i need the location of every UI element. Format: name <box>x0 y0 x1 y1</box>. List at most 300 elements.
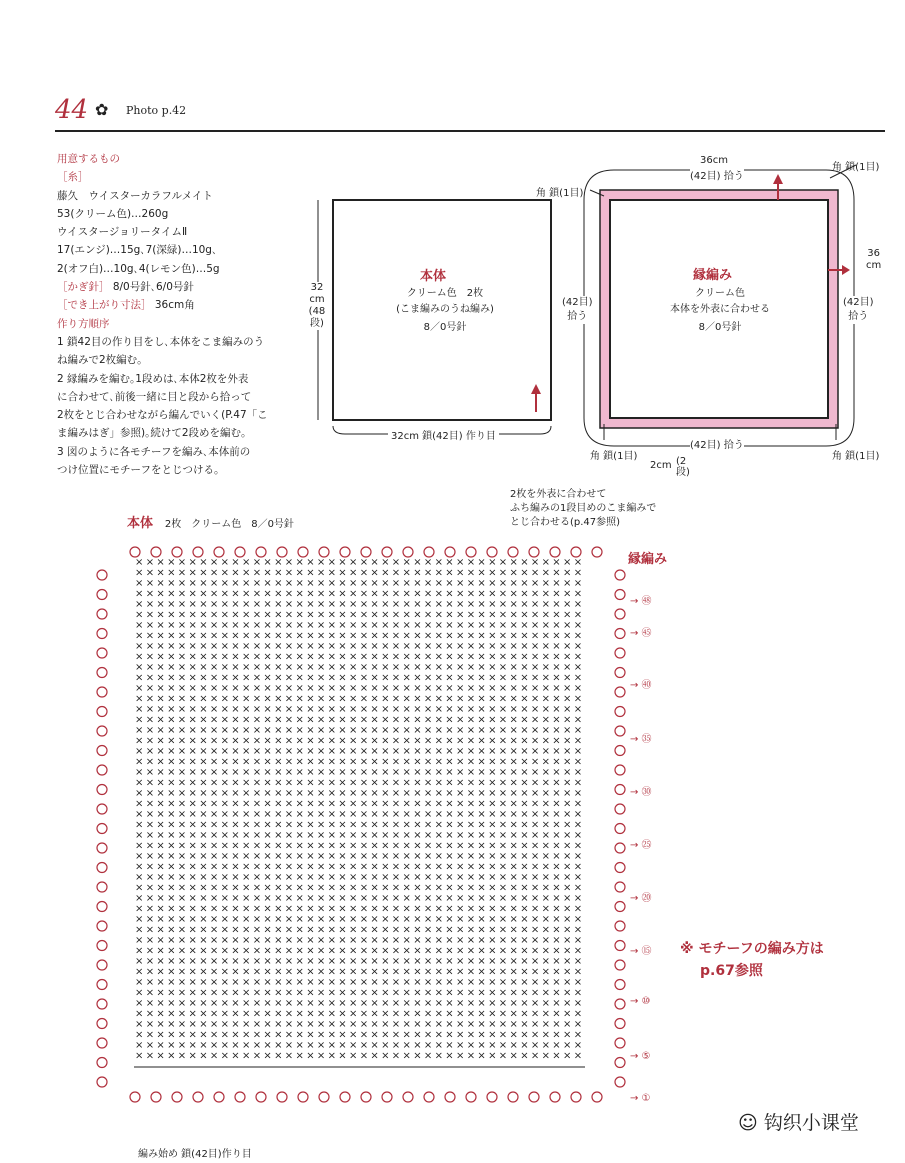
stitch-mark: × <box>391 704 401 715</box>
stitch-mark: × <box>145 767 155 778</box>
stitch-mark: × <box>413 704 422 715</box>
stitch-mark: × <box>552 683 561 694</box>
stitch-mark: × <box>231 567 240 579</box>
stitch-mark: × <box>156 945 165 957</box>
stitch-mark: × <box>242 861 251 873</box>
stitch-mark: × <box>327 1008 336 1020</box>
stitch-mark: × <box>327 987 336 999</box>
picot-mark <box>235 1092 245 1102</box>
stitch-mark: × <box>552 620 561 631</box>
stitch-mark: × <box>456 966 465 978</box>
stitch-mark: × <box>242 987 251 999</box>
stitch-mark: × <box>541 683 550 694</box>
stitch-mark: × <box>135 683 144 694</box>
stitch-mark: × <box>477 567 486 579</box>
stitch-mark: × <box>498 630 508 642</box>
stitch-mark: × <box>573 746 583 757</box>
stitch-mark: × <box>509 725 518 736</box>
stitch-mark: × <box>498 672 508 684</box>
stitch-mark: × <box>349 662 358 673</box>
stitch-mark: × <box>327 662 336 673</box>
stitch-mark: × <box>135 578 144 589</box>
stitch-mark: × <box>359 683 369 694</box>
stitch-mark: × <box>209 966 219 978</box>
stitch-mark: × <box>316 620 326 631</box>
stitch-mark: × <box>177 840 187 852</box>
stitch-mark: × <box>274 956 283 967</box>
stitch-mark: × <box>413 1050 422 1062</box>
stitch-mark: × <box>434 1040 443 1051</box>
stitch-mark: × <box>327 567 336 579</box>
stitch-mark: × <box>530 662 540 673</box>
stitch-mark: × <box>466 819 476 831</box>
stitch-mark: × <box>541 809 550 820</box>
stitch-mark: × <box>252 914 262 925</box>
stitch-mark: × <box>541 956 550 967</box>
stitch-mark: × <box>530 935 540 946</box>
motif-note <box>680 938 824 982</box>
stitch-mark: × <box>295 914 304 925</box>
stitch-mark: × <box>167 872 176 883</box>
stitch-mark: × <box>456 998 465 1009</box>
stitch-mark: × <box>349 651 358 663</box>
stitch-mark: × <box>456 630 465 642</box>
row-number-label: → ⑩ <box>630 996 651 1007</box>
stitch-mark: × <box>445 977 454 988</box>
stitch-mark: × <box>445 956 454 967</box>
stitch-mark: × <box>306 756 315 768</box>
stitch-mark: × <box>445 1029 454 1041</box>
stitch-mark: × <box>359 725 369 736</box>
stitch-mark: × <box>413 777 422 789</box>
stitch-mark: × <box>434 1008 443 1020</box>
picot-mark <box>97 1019 107 1029</box>
stitch-mark: × <box>145 756 155 768</box>
stitch-mark: × <box>456 987 465 999</box>
stitch-mark: × <box>370 935 379 946</box>
stitch-mark: × <box>145 641 155 652</box>
stitch-mark: × <box>477 798 486 810</box>
stitch-mark: × <box>167 788 176 799</box>
stitch-mark: × <box>327 620 336 631</box>
stitch-mark: × <box>359 956 369 967</box>
stitch-mark: × <box>445 620 454 631</box>
stitch-mark: × <box>488 767 497 778</box>
stitch-mark: × <box>477 557 486 568</box>
stitch-mark: × <box>349 819 358 831</box>
stitch-mark: × <box>488 651 497 663</box>
stitch-mark: × <box>573 840 583 852</box>
stitch-mark: × <box>498 935 508 946</box>
stitch-mark: × <box>316 557 326 568</box>
stitch-mark: × <box>477 945 486 957</box>
stitch-mark: × <box>381 578 390 589</box>
stitch-mark: × <box>242 693 251 705</box>
stitch-mark: × <box>242 882 251 894</box>
stitch-mark: × <box>188 651 197 663</box>
stitch-mark: × <box>188 840 197 852</box>
stitch-mark: × <box>391 819 401 831</box>
stitch-mark: × <box>391 798 401 810</box>
stitch-mark: × <box>177 998 187 1009</box>
stitch-mark: × <box>231 683 240 694</box>
stitch-mark: × <box>563 767 572 778</box>
stitch-mark: × <box>338 903 347 915</box>
stitch-mark: × <box>274 840 283 852</box>
stitch-mark: × <box>242 609 251 621</box>
stitch-mark: × <box>563 599 572 610</box>
stitch-mark: × <box>263 683 272 694</box>
stitch-mark: × <box>316 651 326 663</box>
stitch-mark: × <box>402 830 411 841</box>
stitch-mark: × <box>413 977 422 988</box>
stitch-mark: × <box>295 641 304 652</box>
stitch-mark: × <box>434 767 443 778</box>
stitch-mark: × <box>263 914 272 925</box>
stitch-mark: × <box>252 756 262 768</box>
stitch-mark: × <box>381 966 390 978</box>
stitch-mark: × <box>252 924 262 936</box>
stitch-mark: × <box>327 956 336 967</box>
stitch-mark: × <box>167 935 176 946</box>
stitch-mark: × <box>231 1019 240 1030</box>
stitch-mark: × <box>413 882 422 894</box>
stitch-mark: × <box>445 998 454 1009</box>
stitch-mark: × <box>167 641 176 652</box>
stitch-mark: × <box>316 914 326 925</box>
stitch-mark: × <box>231 851 240 862</box>
stitch-mark: × <box>423 914 433 925</box>
stitch-mark: × <box>188 630 197 642</box>
picot-mark <box>97 648 107 658</box>
stitch-mark: × <box>423 557 433 568</box>
stitch-mark: × <box>242 945 251 957</box>
motif-note-ref: p.67参照 <box>700 963 763 979</box>
stitch-mark: × <box>488 819 497 831</box>
stitch-mark: × <box>498 714 508 726</box>
picot-mark <box>193 1092 203 1102</box>
stitch-mark: × <box>306 777 315 789</box>
stitch-mark: × <box>306 704 315 715</box>
stitch-mark: × <box>231 819 240 831</box>
stitch-mark: × <box>381 725 390 736</box>
stitch-mark: × <box>552 567 561 579</box>
row-number-label: → ⑳ <box>630 893 652 904</box>
stitch-mark: × <box>466 840 476 852</box>
stitch-mark: × <box>445 578 454 589</box>
stitch-mark: × <box>466 956 476 967</box>
stitch-mark: × <box>381 599 390 610</box>
stitch-mark: × <box>509 987 518 999</box>
stitch-mark: × <box>338 819 347 831</box>
stitch-mark: × <box>199 725 208 736</box>
stitch-mark: × <box>498 840 508 852</box>
stitch-mark: × <box>520 882 529 894</box>
stitch-mark: × <box>145 798 155 810</box>
stitch-mark: × <box>167 1040 176 1051</box>
stitch-mark: × <box>498 1040 508 1051</box>
stitch-mark: × <box>423 662 433 673</box>
stitch-mark: × <box>434 830 443 841</box>
stitch-mark: × <box>530 630 540 642</box>
stitch-mark: × <box>338 746 347 757</box>
stitch-mark: × <box>520 945 529 957</box>
stitch-mark: × <box>445 872 454 883</box>
stitch-mark: × <box>381 1019 390 1030</box>
stitch-mark: × <box>413 735 422 747</box>
stitch-mark: × <box>370 914 379 925</box>
stitch-mark: × <box>445 945 454 957</box>
stitch-mark: × <box>563 861 572 873</box>
stitch-mark: × <box>477 1019 486 1030</box>
stitch-mark: × <box>167 714 176 726</box>
stitch-mark: × <box>263 725 272 736</box>
stitch-mark: × <box>423 578 433 589</box>
picot-mark <box>277 547 287 557</box>
stitch-mark: × <box>434 578 443 589</box>
stitch-mark: × <box>391 903 401 915</box>
stitch-mark: × <box>231 966 240 978</box>
stitch-mark: × <box>359 998 369 1009</box>
stitch-mark: × <box>209 557 219 568</box>
stitch-mark: × <box>349 882 358 894</box>
stitch-mark: × <box>327 830 336 841</box>
stitch-mark: × <box>573 578 583 589</box>
stitch-mark: × <box>370 641 379 652</box>
stitch-mark: × <box>359 767 369 778</box>
stitch-mark: × <box>370 567 379 579</box>
stitch-mark: × <box>573 704 583 715</box>
stitch-mark: × <box>445 1019 454 1030</box>
stitch-mark: × <box>488 1050 497 1062</box>
stitch-mark: × <box>423 683 433 694</box>
stitch-mark: × <box>188 620 197 631</box>
stitch-mark: × <box>156 956 165 967</box>
stitch-mark: × <box>167 945 176 957</box>
stitch-mark: × <box>209 882 219 894</box>
stitch-mark: × <box>327 683 336 694</box>
stitch-mark: × <box>573 683 583 694</box>
stitch-mark: × <box>263 924 272 936</box>
stitch-mark: × <box>423 714 433 726</box>
stitch-mark: × <box>563 977 572 988</box>
stitch-mark: × <box>220 746 229 757</box>
stitch-mark: × <box>327 672 336 684</box>
stitch-mark: × <box>466 588 476 600</box>
stitch-mark: × <box>242 777 251 789</box>
stitch-mark: × <box>135 651 144 663</box>
stitch-mark: × <box>156 767 165 778</box>
stitch-mark: × <box>327 630 336 642</box>
stitch-mark: × <box>135 882 144 894</box>
stitch-mark: × <box>263 819 272 831</box>
stitch-mark: × <box>295 998 304 1009</box>
stitch-mark: × <box>530 557 540 568</box>
picot-mark <box>97 668 107 678</box>
stitch-mark: × <box>477 840 486 852</box>
stitch-mark: × <box>434 851 443 862</box>
picot-mark <box>615 1058 625 1068</box>
stitch-mark: × <box>145 872 155 883</box>
stitch-mark: × <box>167 588 176 600</box>
stitch-mark: × <box>220 693 229 705</box>
stitch-mark: × <box>209 704 219 715</box>
stitch-mark: × <box>145 672 155 684</box>
stitch-mark: × <box>381 987 390 999</box>
stitch-mark: × <box>145 630 155 642</box>
stitch-mark: × <box>327 1050 336 1062</box>
stitch-mark: × <box>456 735 465 747</box>
stitch-mark: × <box>316 599 326 610</box>
stitch-mark: × <box>338 777 347 789</box>
stitch-mark: × <box>434 1029 443 1041</box>
stitch-mark: × <box>498 798 508 810</box>
picot-mark <box>97 824 107 834</box>
stitch-mark: × <box>413 725 422 736</box>
stitch-mark: × <box>295 672 304 684</box>
edge-left-pick <box>562 296 593 324</box>
stitch-mark: × <box>552 704 561 715</box>
stitch-mark: × <box>135 693 144 705</box>
stitch-mark: × <box>381 714 390 726</box>
stitch-mark: × <box>188 1029 197 1041</box>
stitch-mark: × <box>338 672 347 684</box>
chat-bubble-icon: ☺ <box>738 1112 758 1134</box>
stitch-mark: × <box>381 746 390 757</box>
stitch-mark: × <box>563 903 572 915</box>
stitch-mark: × <box>456 798 465 810</box>
stitch-mark: × <box>466 830 476 841</box>
body-height-label <box>307 282 327 330</box>
stitch-mark: × <box>284 861 294 873</box>
stitch-mark: × <box>563 735 572 747</box>
stitch-mark: × <box>231 809 240 820</box>
stitch-mark: × <box>488 746 497 757</box>
stitch-mark: × <box>456 588 465 600</box>
stitch-mark: × <box>177 987 187 999</box>
stitch-mark: × <box>177 882 187 894</box>
stitch-mark: × <box>552 693 561 705</box>
stitch-mark: × <box>434 599 443 610</box>
stitch-mark: × <box>402 1040 411 1051</box>
stitch-mark: × <box>177 977 187 988</box>
stitch-mark: × <box>338 830 347 841</box>
stitch-mark: × <box>541 893 550 904</box>
stitch-mark: × <box>423 945 433 957</box>
stitch-mark: × <box>177 756 187 768</box>
stitch-mark: × <box>477 714 486 726</box>
stitch-mark: × <box>359 746 369 757</box>
stitch-mark: × <box>274 578 283 589</box>
stitch-mark: × <box>466 746 476 757</box>
stitch-mark: × <box>327 893 336 904</box>
stitch-mark: × <box>359 662 369 673</box>
stitch-mark: × <box>242 851 251 862</box>
stitch-mark: × <box>188 725 197 736</box>
stitch-mark: × <box>284 1019 294 1030</box>
stitch-mark: × <box>445 651 454 663</box>
stitch-mark: × <box>434 714 443 726</box>
stitch-mark: × <box>295 977 304 988</box>
stitch-mark: × <box>413 651 422 663</box>
stitch-mark: × <box>423 1040 433 1051</box>
stitch-mark: × <box>349 693 358 705</box>
stitch-mark: × <box>263 620 272 631</box>
stitch-mark: × <box>563 809 572 820</box>
stitch-mark: × <box>177 767 187 778</box>
stitch-mark: × <box>327 914 336 925</box>
picot-mark <box>97 746 107 756</box>
stitch-mark: × <box>177 798 187 810</box>
stitch-mark: × <box>563 557 572 568</box>
stitch-mark: × <box>541 588 550 600</box>
stitch-mark: × <box>466 977 476 988</box>
stitch-mark: × <box>274 935 283 946</box>
picot-mark <box>340 547 350 557</box>
stitch-mark: × <box>145 935 155 946</box>
stitch-mark: × <box>541 1040 550 1051</box>
stitch-mark: × <box>295 599 304 610</box>
stitch-mark: × <box>252 557 262 568</box>
stitch-mark: × <box>145 830 155 841</box>
stitch-mark: × <box>338 567 347 579</box>
stitch-mark: × <box>188 977 197 988</box>
stitch-mark: × <box>199 630 208 642</box>
stitch-mark: × <box>541 651 550 663</box>
stitch-mark: × <box>563 924 572 936</box>
stitch-mark: × <box>445 588 454 600</box>
stitch-mark: × <box>541 861 550 873</box>
stitch-mark: × <box>306 872 315 883</box>
picot-mark <box>97 941 107 951</box>
stitch-mark: × <box>370 798 379 810</box>
stitch-mark: × <box>188 935 197 946</box>
stitch-mark: × <box>338 704 347 715</box>
stitch-mark: × <box>188 861 197 873</box>
stitch-mark: × <box>349 714 358 726</box>
picot-mark <box>298 1092 308 1102</box>
stitch-mark: × <box>263 1019 272 1030</box>
stitch-mark: × <box>209 672 219 684</box>
stitch-mark: × <box>456 662 465 673</box>
stitch-mark: × <box>338 767 347 778</box>
stitch-mark: × <box>209 819 219 831</box>
stitch-mark: × <box>177 557 187 568</box>
stitch-mark: × <box>209 798 219 810</box>
stitch-mark: × <box>316 1019 326 1030</box>
stitch-mark: × <box>466 914 476 925</box>
stitch-mark: × <box>177 809 187 820</box>
stitch-grid <box>135 557 582 1062</box>
stitch-mark: × <box>242 798 251 810</box>
stitch-mark: × <box>145 714 155 726</box>
stitch-mark: × <box>423 1019 433 1030</box>
stitch-mark: × <box>167 599 176 610</box>
stitch-mark: × <box>402 620 411 631</box>
stitch-mark: × <box>316 798 326 810</box>
motif-note-line: ※ モチーフの編み方は <box>680 941 824 957</box>
stitch-mark: × <box>135 567 144 579</box>
stitch-mark: × <box>391 641 401 652</box>
stitch-mark: × <box>274 903 283 915</box>
stitch-mark: × <box>156 693 165 705</box>
stitch-mark: × <box>466 987 476 999</box>
stitch-mark: × <box>445 830 454 841</box>
stitch-mark: × <box>231 882 240 894</box>
stitch-mark: × <box>306 966 315 978</box>
stitch-mark: × <box>338 966 347 978</box>
size-label: ［でき上がり寸法］ <box>57 299 152 312</box>
